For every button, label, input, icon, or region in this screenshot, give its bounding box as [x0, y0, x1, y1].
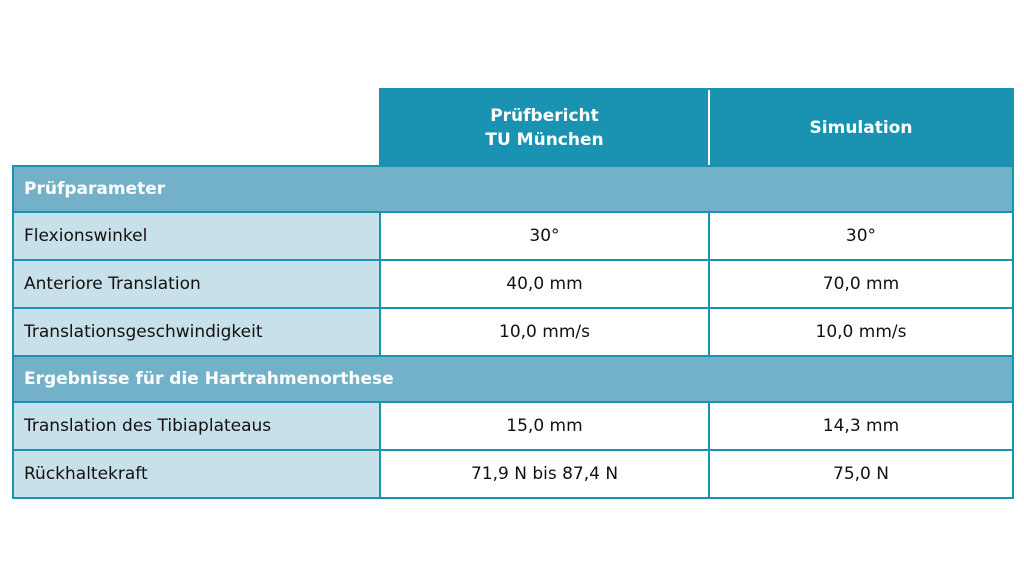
- row-report-value: 10,0 mm/s: [380, 308, 709, 356]
- row-label: Anteriore Translation: [13, 260, 380, 308]
- table-row: [13, 402, 1013, 450]
- row-label: Flexionswinkel: [13, 212, 380, 260]
- header-report-line1: Prüfbericht: [490, 105, 599, 126]
- row-label: Translationsgeschwindigkeit: [13, 308, 380, 356]
- header-simulation: Simulation: [709, 89, 1013, 166]
- row-report-value: 30°: [380, 212, 709, 260]
- row-report-value: 15,0 mm: [380, 402, 709, 450]
- row-simulation-value: 14,3 mm: [709, 402, 1013, 450]
- row-simulation-value: 10,0 mm/s: [709, 308, 1013, 356]
- row-label: Translation des Tibiaplateaus: [13, 402, 380, 450]
- section-title: Ergebnisse für die Hartrahmenorthese: [13, 356, 1013, 402]
- table-header-row: [13, 89, 1013, 166]
- row-report-value: 71,9 N bis 87,4 N: [380, 450, 709, 498]
- row-report-value: 40,0 mm: [380, 260, 709, 308]
- table-row: [13, 308, 1013, 356]
- row-simulation-value: 75,0 N: [709, 450, 1013, 498]
- section-row-parameters: [13, 166, 1013, 212]
- row-simulation-value: 30°: [709, 212, 1013, 260]
- section-title: Prüfparameter: [13, 166, 1013, 212]
- comparison-table: [12, 88, 1014, 499]
- header-report-line2: TU München: [485, 129, 604, 150]
- table-row: [13, 212, 1013, 260]
- table-row: [13, 450, 1013, 498]
- row-simulation-value: 70,0 mm: [709, 260, 1013, 308]
- table-row: [13, 260, 1013, 308]
- header-report: [380, 89, 709, 166]
- section-row-results: [13, 356, 1013, 402]
- row-label: Rückhaltekraft: [13, 450, 380, 498]
- header-blank-cell: [13, 89, 380, 166]
